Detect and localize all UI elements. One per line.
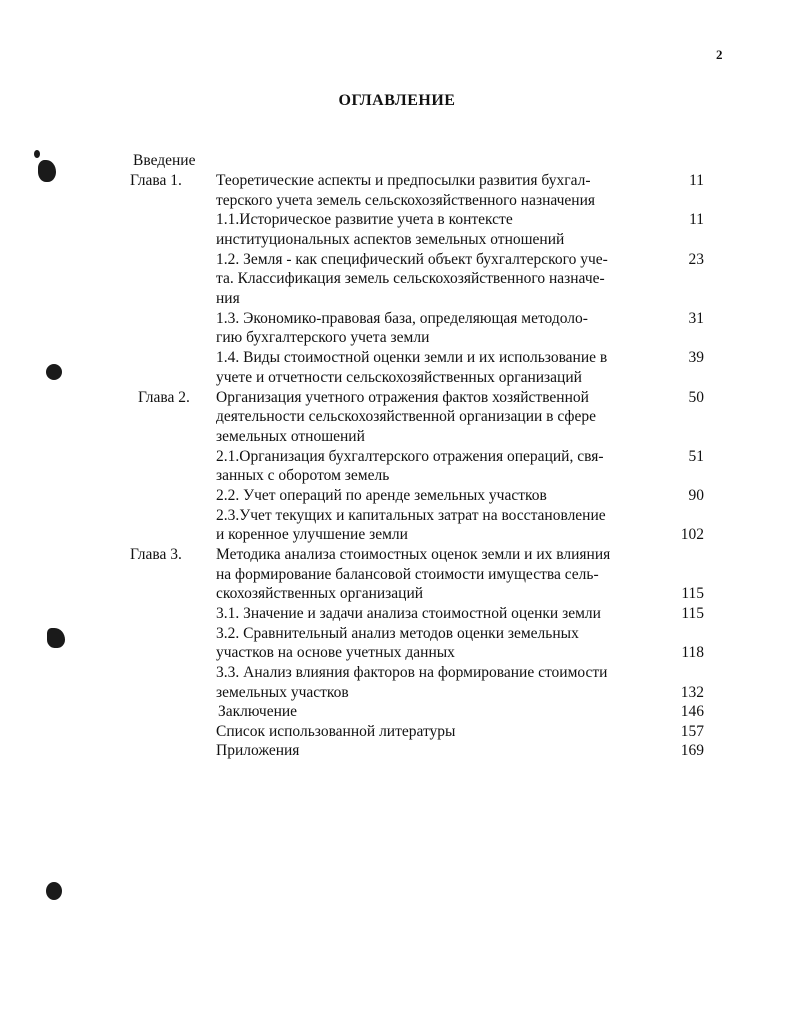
section-1-1-line: институциональных аспектов земельных отношений (216, 231, 565, 248)
chapter2-title-line: земельных отношений (216, 428, 365, 445)
toc-references-page: 157 (680, 723, 704, 740)
toc-appendices: Приложения (216, 742, 300, 759)
section-2-1-page: 51 (688, 448, 704, 465)
section-2-3-line: 2.3.Учет текущих и капитальных затрат на восстановление (216, 507, 606, 524)
section-3-3-line: 3.3. Анализ влияния факторов на формирование стоимости (216, 664, 608, 681)
toc-conclusion: Заключение (218, 703, 298, 720)
chapter2-title-line: Организация учетного отражения фактов хозяйственной (216, 389, 589, 406)
chapter3-page: 115 (681, 585, 704, 602)
section-1-4-line: 1.4. Виды стоимостной оценки земли и их использование в (216, 349, 608, 366)
section-1-1-line: 1.1.Историческое развитие учета в контексте (216, 211, 513, 228)
punch-hole-mark (46, 364, 62, 380)
section-2-3-line: и коренное улучшение земли (216, 526, 408, 543)
section-2-1-line: 2.1.Организация бухгалтерского отражения операций, свя- (216, 448, 604, 465)
section-1-2-line: 1.2. Земля - как специфический объект бухгалтерского уче- (216, 251, 608, 268)
section-1-4-page: 39 (688, 349, 704, 366)
page-title: ОГЛАВЛЕНИЕ (338, 92, 456, 109)
chapter1-label: Глава 1. (130, 172, 182, 189)
section-2-3-page: 102 (680, 526, 704, 543)
section-3-1-page: 115 (681, 605, 704, 622)
chapter3-label: Глава 3. (130, 546, 182, 563)
chapter1-title-line: Теоретические аспекты и предпосылки развития бухгал- (216, 172, 591, 189)
chapter2-title-line: деятельности сельскохозяйственной организации в сфере (216, 408, 596, 425)
chapter1-page: 11 (689, 172, 704, 189)
section-1-3-line: 1.3. Экономико-правовая база, определяющая методоло- (216, 310, 588, 327)
chapter3-title-line: Методика анализа стоимостных оценок земли и их влияния (216, 546, 611, 563)
toc-introduction: Введение (133, 152, 196, 169)
punch-hole-mark (46, 882, 62, 900)
section-3-2-line: участков на основе учетных данных (216, 644, 455, 661)
chapter1-title-line: терского учета земель сельскохозяйственного назначения (216, 192, 596, 209)
section-3-3-page: 132 (680, 684, 704, 701)
section-3-1-line: 3.1. Значение и задачи анализа стоимостной оценки земли (216, 605, 601, 622)
chapter2-label: Глава 2. (138, 389, 190, 406)
chapter2-page: 50 (688, 389, 704, 406)
section-1-2-line: та. Классификация земель сельскохозяйственного назначе- (216, 270, 605, 287)
section-2-2-line: 2.2. Учет операций по аренде земельных участков (216, 487, 547, 504)
section-1-2-line: ния (216, 290, 240, 307)
toc-appendices-page: 169 (680, 742, 704, 759)
punch-hole-mark (34, 150, 40, 158)
section-1-3-page: 31 (688, 310, 704, 327)
section-3-2-line: 3.2. Сравнительный анализ методов оценки земельных (216, 625, 579, 642)
section-3-3-line: земельных участков (216, 684, 349, 701)
punch-hole-mark (47, 628, 65, 648)
chapter3-title-line: на формирование балансовой стоимости имущества сель- (216, 566, 599, 583)
section-1-4-line: учете и отчетности сельскохозяйственных организаций (216, 369, 582, 386)
punch-hole-mark (38, 160, 56, 182)
toc-references: Список использованной литературы (216, 723, 456, 740)
section-3-2-page: 118 (681, 644, 704, 661)
section-1-1-page: 11 (689, 211, 704, 228)
section-1-3-line: гию бухгалтерского учета земли (216, 329, 430, 346)
section-2-2-page: 90 (688, 487, 704, 504)
section-2-1-line: занных с оборотом земель (216, 467, 390, 484)
chapter3-title-line: скохозяйственных организаций (216, 585, 424, 602)
page-number: 2 (716, 47, 723, 62)
section-1-2-page: 23 (688, 251, 704, 268)
toc-conclusion-page: 146 (680, 703, 704, 720)
